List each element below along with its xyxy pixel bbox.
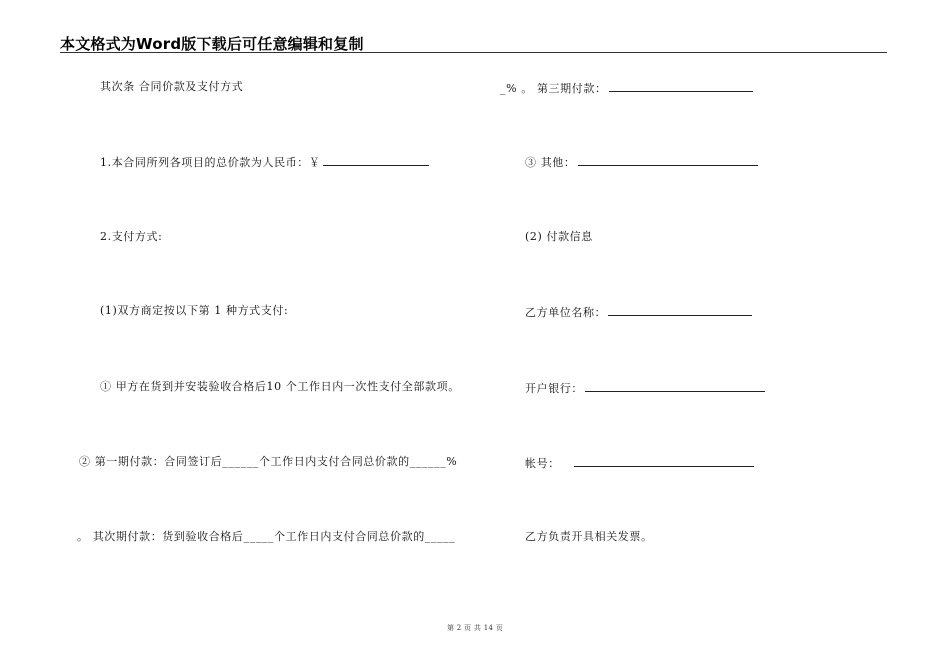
- left-line-3: [100, 230, 162, 244]
- left-line-2: [100, 154, 429, 170]
- payment-option-text: (1)双方商定按以下第 1 种方式支付:: [100, 304, 289, 317]
- right-line-5: [525, 380, 765, 396]
- second-payment-text: 。 其次期付款：货到验收合格后_____个工作日内支付合同总价款的_____: [77, 530, 456, 543]
- total-price-blank: [323, 154, 429, 166]
- bank-blank: [585, 380, 765, 392]
- first-payment-text: ② 第一期付款：合同签订后______个工作日内支付合同总价款的______%: [79, 455, 458, 468]
- other-label: ③ 其他：: [525, 156, 576, 169]
- payment-method-label: 2.支付方式:: [100, 230, 163, 243]
- left-line-6: [79, 455, 457, 469]
- company-name-label: 乙方单位名称：: [525, 306, 607, 319]
- invoice-text: 乙方负责开具相关发票。: [525, 530, 653, 543]
- left-line-4: [100, 304, 288, 318]
- right-line-1: [500, 80, 753, 96]
- left-line-7: [77, 530, 455, 544]
- left-line-1: [100, 80, 243, 94]
- right-line-4: [525, 304, 752, 320]
- bank-label: 开户银行：: [525, 382, 583, 395]
- third-payment-blank: [609, 80, 753, 92]
- header-divider: [60, 52, 887, 53]
- clause-heading: 其次条 合同价款及支付方式: [100, 80, 244, 93]
- company-name-blank: [608, 304, 752, 316]
- right-line-6: [525, 455, 754, 471]
- account-blank: [574, 455, 754, 467]
- option-one-text: ① 甲方在货到并安装验收合格后10 个工作日内一次性支付全部款项。: [100, 380, 460, 393]
- right-line-3: [525, 230, 593, 244]
- other-blank: [578, 154, 758, 166]
- right-line-7: [525, 530, 653, 544]
- left-line-5: [100, 380, 460, 394]
- page-number: 第 2 页 共 14 页: [446, 624, 504, 632]
- total-price-label: 1.本合同所列各项目的总价款为人民币：￥: [100, 156, 321, 169]
- payment-info-heading: (2) 付款信息: [525, 230, 593, 243]
- third-payment-label: _% 。 第三期付款：: [500, 82, 607, 95]
- right-line-2: [525, 154, 758, 170]
- document-header-title: 本文格式为Word版下载后可任意编辑和复制: [60, 35, 364, 53]
- account-label: 帐号：: [525, 457, 560, 470]
